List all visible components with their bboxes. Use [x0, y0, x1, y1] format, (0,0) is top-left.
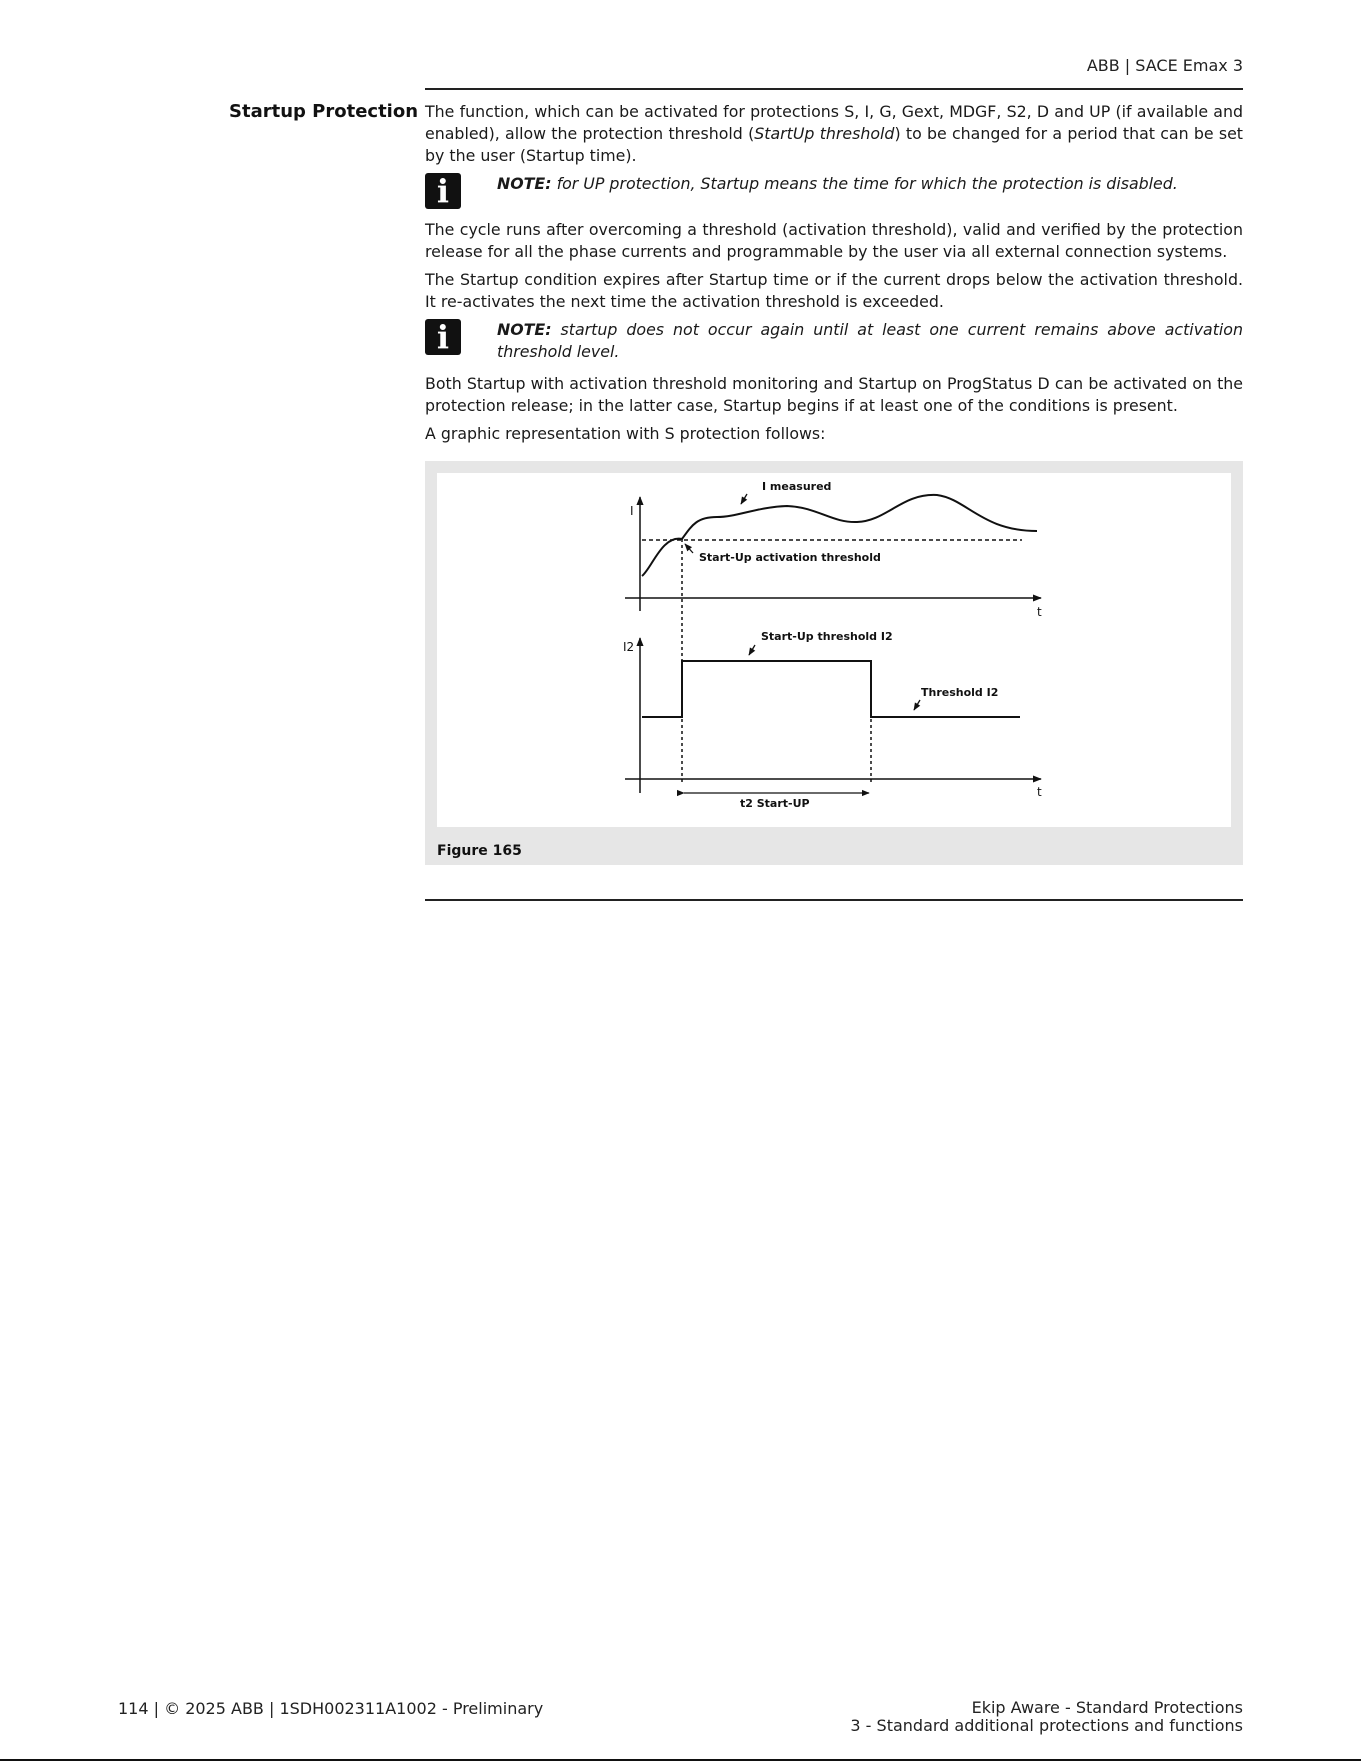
threshold-i2-label: Threshold I2 [921, 686, 999, 699]
info-icon: i [425, 173, 461, 209]
bottom-y-axis-label: I2 [623, 640, 635, 654]
top-y-axis-label: I [630, 504, 634, 518]
header-document-title: ABB | SACE Emax 3 [1086, 56, 1243, 75]
note-up-protection: i NOTE: for UP protection, Startup means the time for which the protection is disabled. [425, 173, 1243, 209]
activation-threshold-label: Start-Up activation threshold [699, 551, 881, 564]
footer-chapter-info [850, 1699, 1243, 1735]
note-label: NOTE: [497, 174, 552, 193]
paragraph-graphic-intro: A graphic representation with S protection follows: [425, 424, 826, 443]
note-startup-recurrence: i NOTE: startup does not occur again until at least one current remains above activation threshold level. [425, 319, 1243, 363]
figure-panel [425, 461, 1243, 865]
section-body [425, 101, 1243, 451]
footer-chapter-name: 3 - Standard additional protections and functions [850, 1716, 1243, 1735]
footer-page-info: 114 | © 2025 ABB | 1SDH002311A1002 - Preliminary [118, 1699, 544, 1718]
top-divider [425, 88, 1243, 90]
bottom-divider [425, 899, 1243, 901]
activation-threshold-arrow [685, 544, 693, 553]
t2-startup-label: t2 Start-UP [740, 797, 810, 810]
info-icon: i [425, 319, 461, 355]
paragraph-expiry: The Startup condition expires after Startup time or if the current drops below the activation threshold. It re-activates the next time the activation threshold is exceeded. [425, 270, 1243, 311]
top-x-axis-label: t [1037, 605, 1042, 619]
i-measured-arrow [741, 494, 747, 504]
startup-threshold-i2-label: Start-Up threshold I2 [761, 630, 893, 643]
i-measured-label: I measured [762, 480, 832, 493]
figure-caption: Figure 165 [437, 843, 522, 859]
paragraph-intro: The function, which can be activated for protections S, I, G, Gext, MDGF, S2, D and UP (if available and enabled), allow the protection threshold (StartUp threshold) to be changed for a period that can be set by the user (Startup time). [425, 102, 1243, 165]
startup-threshold-term: StartUp threshold [754, 124, 895, 143]
paragraph-progstatus: Both Startup with activation threshold monitoring and Startup on ProgStatus D can be activated on the protection release; in the latter case, Startup begins if at least one of the conditions is present. [425, 374, 1243, 415]
footer-document-name: Ekip Aware - Standard Protections [971, 1698, 1243, 1717]
note-label: NOTE: [497, 320, 552, 339]
section-title: Startup Protection [229, 101, 419, 122]
bottom-x-axis-label: t [1037, 785, 1042, 799]
paragraph-cycle: The cycle runs after overcoming a threshold (activation threshold), valid and verified by the protection release for all the phase currents and programmable by the user via all external connection systems. [425, 220, 1243, 261]
threshold-i2-arrow [914, 700, 920, 710]
startup-threshold-i2-arrow [749, 645, 755, 655]
figure-canvas [437, 473, 1231, 827]
startup-diagram [437, 473, 1231, 827]
